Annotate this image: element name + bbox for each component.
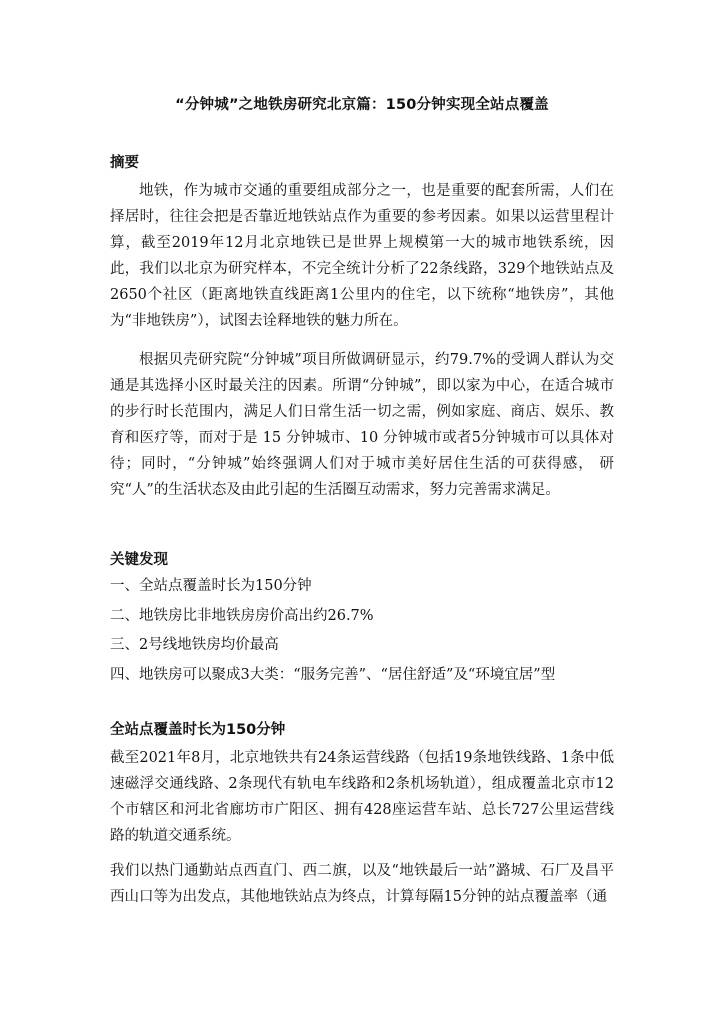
key-finding-item: 二、地铁房比非地铁房房价高出约26.7% [110, 607, 374, 624]
abstract-paragraph-1: 地铁，作为城市交通的重要组成部分之一，也是重要的配套所需，人们在择居时，往往会把是否靠近地铁站点作为重要的参考因素。如果以运营里程计算，截至2019年12月北京地铁已是世界上规模第一大的城市地铁系统，因此，我们以北京为研究样本，不完全统计分析了22条线路，329个地铁站点及2650个社区（距离地铁直线距离1公里内的住宅，以下统称“地铁房”，其他为“非地铁房”），试图去诠释地铁的魅力所在。 [110, 183, 614, 329]
key-finding-item: 三、2号线地铁房均价最高 [110, 637, 279, 653]
key-findings-heading: 关键发现 [110, 552, 168, 568]
abstract-heading: 摘要 [110, 155, 139, 171]
abstract-paragraph-2: 根据贝壳研究院“分钟城”项目所做调研显示，约79.7%的受调人群认为交通是其选择小区时最关注的因素。所谓“分钟城”，即以家为中心，在适合城市的步行时长范围内，满足人们日常生活一切之需，例如家庭、商店、娱乐、教育和医疗等，而对于是 15 分钟城市、10 分钟城市或者5分钟城市可以具体对待；同时，“分钟城”始终强调人们对于城市美好居住生活的可获得感， 研究“人”的生活状态及由此引起的生活圈互动需求，努力完善需求满足。 [110, 352, 614, 498]
key-finding-item: 一、全站点覆盖时长为150分钟 [110, 578, 312, 594]
key-findings-list [110, 572, 614, 690]
section-paragraph-1: 截至2021年8月，北京地铁共有24条运营线路（包括19条地铁线路、1条中低速磁浮交通线路、2条现代有轨电车线路和2条机场轨道），组成覆盖北京市12个市辖区和河北省廊坊市广阳区、拥有428座运营车站、总长727公里运营线路的轨道交通系统。 [110, 750, 614, 844]
document-title: “分钟城”之地铁房研究北京篇：150分钟实现全站点覆盖 [175, 97, 549, 113]
section-paragraph-2: 我们以热门通勤站点西直门、西二旗，以及“地铁最后一站”潞城、石厂及昌平西山口等为出发点，其他地铁站点为终点，计算每隔15分钟的站点覆盖率（通 [110, 863, 614, 905]
key-finding-item: 四、地铁房可以聚成3大类：“服务完善”、“居住舒适”及“环境宜居”型 [110, 666, 556, 683]
section-heading: 全站点覆盖时长为150分钟 [110, 722, 286, 738]
